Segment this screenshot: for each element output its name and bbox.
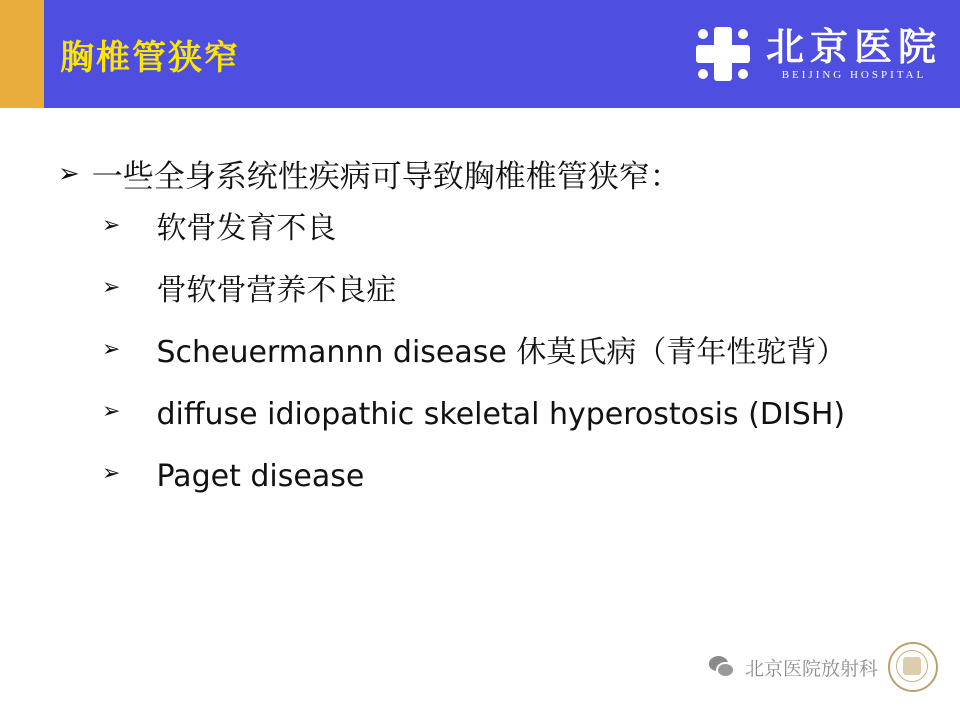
header-accent-bar <box>0 0 44 108</box>
sub-bullet-list <box>40 211 920 495</box>
list-item-label: Scheuermannn disease 休莫氏病（青年性驼背） <box>156 334 847 370</box>
arrow-bullet-icon: ➢ <box>102 335 121 361</box>
list-item-label: 骨软骨营养不良症 <box>156 272 397 308</box>
lead-bullet <box>58 158 920 197</box>
hospital-logo <box>692 23 942 85</box>
hospital-cross-icon <box>692 23 754 85</box>
list-item <box>102 459 920 495</box>
page-title: 胸椎管狭窄 <box>60 37 240 78</box>
arrow-bullet-icon: ➢ <box>102 459 121 485</box>
watermark-label: 北京医院放射科 <box>744 657 878 680</box>
arrow-bullet-icon: ➢ <box>102 211 121 237</box>
arrow-bullet-icon: ➢ <box>58 158 80 188</box>
list-item-label: diffuse idiopathic skeletal hyperostosis (DISH) <box>156 396 846 432</box>
watermark <box>709 642 938 692</box>
list-item-label: Paget disease <box>156 458 365 494</box>
list-item <box>102 211 920 247</box>
logo-name-en: BEIJING HOSPITAL <box>781 68 927 81</box>
logo-text <box>765 24 942 81</box>
logo-name-cn: 北京医院 <box>765 24 942 70</box>
slide-body <box>0 108 960 608</box>
list-item <box>102 273 920 309</box>
list-item <box>102 335 920 371</box>
seal-stamp-icon <box>888 642 938 692</box>
list-item-label: 软骨发育不良 <box>156 210 337 246</box>
lead-bullet-text: 一些全身系统性疾病可导致胸椎椎管狭窄： <box>91 159 681 195</box>
arrow-bullet-icon: ➢ <box>102 273 121 299</box>
arrow-bullet-icon: ➢ <box>102 397 121 423</box>
list-item <box>102 397 920 433</box>
slide-header <box>44 0 960 108</box>
wechat-icon <box>709 656 735 678</box>
